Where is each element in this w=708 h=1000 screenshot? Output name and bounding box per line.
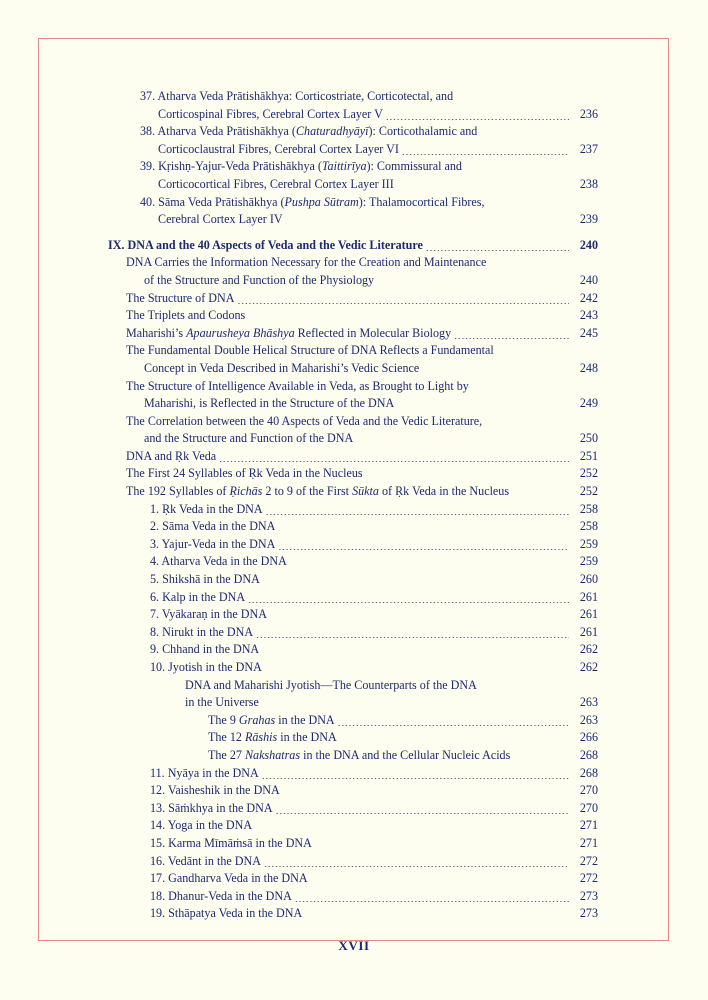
toc-leader-dots	[315, 849, 569, 850]
toc-entry[interactable]	[0, 729, 708, 747]
toc-page-number: 259	[579, 536, 598, 551]
toc-entry[interactable]	[0, 800, 708, 818]
toc-entry[interactable]	[0, 782, 708, 800]
toc-entry-label: The 9 Grahas in the DNA	[208, 712, 335, 727]
toc-entry-label: 37. Atharva Veda Prātishākhya: Corticostriate, Corticotectal, and	[140, 89, 454, 103]
toc-entry-label: The First 24 Syllables of Ṛk Veda in the Nucleus	[126, 466, 363, 481]
toc-entry-label: 11. Nyāya in the DNA	[150, 765, 259, 780]
toc-entry[interactable]	[0, 835, 708, 853]
toc-entry-label: 15. Karma Mīmāṁsā in the DNA	[150, 835, 312, 850]
toc-entry-label: 6. Kalp in the DNA	[150, 589, 246, 604]
toc-entry[interactable]	[0, 378, 708, 396]
toc-chapter-entry[interactable]	[0, 237, 708, 255]
toc-leader-dots	[262, 778, 569, 779]
toc-leader-dots	[338, 725, 569, 726]
toc-entry-label: 1. Ṛk Veda in the DNA	[150, 501, 263, 516]
toc-page-number: 273	[579, 888, 598, 903]
toc-entry[interactable]	[0, 765, 708, 783]
toc-entry[interactable]	[0, 659, 708, 677]
toc-entry[interactable]	[0, 254, 708, 272]
toc-entry[interactable]	[0, 176, 708, 194]
toc-leader-dots	[512, 497, 569, 498]
toc-entry-label: 14. Yoga in the DNA	[150, 818, 253, 833]
toc-entry-label: Maharishi’s Apaurusheya Bhāshya Reflected in Molecular Biology	[126, 325, 452, 340]
toc-leader-dots	[366, 479, 569, 480]
toc-leader-dots	[276, 813, 569, 814]
toc-leader-dots	[262, 655, 569, 656]
toc-page-number: 270	[579, 783, 598, 798]
toc-entry-label: 8. Nirukt in the DNA	[150, 624, 254, 639]
toc-entry[interactable]	[0, 290, 708, 308]
toc-entry[interactable]	[0, 641, 708, 659]
toc-entry-label: The Fundamental Double Helical Structure of DNA Reflects a Fundamental	[126, 343, 494, 358]
toc-entry-label: Cerebral Cortex Layer IV	[158, 212, 283, 227]
toc-page-number: 263	[579, 695, 598, 710]
toc-page-number: 270	[579, 800, 598, 815]
toc-leader-dots	[397, 409, 569, 410]
toc-entry-label: Corticoclaustral Fibres, Cerebral Cortex Layer VI	[158, 141, 399, 156]
toc-entry[interactable]	[0, 465, 708, 483]
toc-entry[interactable]	[0, 483, 708, 501]
toc-leader-dots	[278, 549, 569, 550]
toc-page-number: 272	[579, 853, 598, 868]
toc-entry-label: 16. Vedānt in the DNA	[150, 853, 261, 868]
toc-leader-dots	[278, 532, 569, 533]
toc-leader-dots	[422, 374, 569, 375]
toc-leader-dots	[286, 225, 569, 226]
toc-entry-label: 13. Sāṁkhya in the DNA	[150, 800, 273, 815]
toc-entry-label: 7. Vyākaraṇ in the DNA	[150, 607, 267, 622]
toc-leader-dots	[340, 743, 569, 744]
toc-entry-label: 17. Gandharva Veda in the DNA	[150, 871, 308, 886]
toc-leader-dots	[270, 620, 569, 621]
toc-leader-dots	[237, 303, 569, 304]
toc-entry-label: The 27 Nakshatras in the DNA and the Cellular Nucleic Acids	[208, 747, 511, 762]
toc-page-number: 245	[579, 325, 598, 340]
toc-entry[interactable]	[0, 413, 708, 431]
toc-entry-label: 18. Dhanur-Veda in the DNA	[150, 888, 292, 903]
toc-leader-dots	[295, 901, 569, 902]
toc-page-number: 268	[579, 765, 598, 780]
toc-page-number: 258	[579, 501, 598, 516]
toc-entry[interactable]	[0, 88, 708, 106]
toc-entry[interactable]	[0, 194, 708, 212]
toc-entry[interactable]	[0, 158, 708, 176]
toc-entry[interactable]	[0, 589, 708, 607]
toc-entry[interactable]	[0, 501, 708, 519]
toc-entry-label: The Correlation between the 40 Aspects of Veda and the Vedic Literature,	[126, 413, 483, 428]
toc-entry-label: The Structure of Intelligence Available in Veda, as Brought to Light by	[126, 378, 469, 393]
toc-entry[interactable]	[0, 888, 708, 906]
toc-entry-label: IX. DNA and the 40 Aspects of Veda and the Vedic Literature	[108, 237, 423, 252]
toc-entry-label: The Structure of DNA	[126, 290, 235, 305]
toc-entry-label: 40. Sāma Veda Prātishākhya (Pushpa Sūtram): Thalamocortical Fibres,	[140, 194, 485, 209]
toc-page-number: 258	[579, 519, 598, 534]
toc-entry[interactable]	[0, 123, 708, 141]
toc-leader-dots	[397, 190, 569, 191]
toc-entry[interactable]	[0, 395, 708, 413]
toc-entry[interactable]	[0, 606, 708, 624]
toc-entry[interactable]	[0, 360, 708, 378]
toc-entry-label: 12. Vaisheshik in the DNA	[150, 783, 280, 798]
toc-entry[interactable]	[0, 677, 708, 695]
toc-entry-label: 4. Atharva Veda in the DNA	[150, 554, 287, 569]
toc-page-number: 262	[579, 642, 598, 657]
toc-entry[interactable]	[0, 905, 708, 923]
toc-entry[interactable]	[0, 817, 708, 835]
toc-page-number: 261	[579, 624, 598, 639]
toc-entry[interactable]	[0, 571, 708, 589]
toc-page-number: 261	[579, 607, 598, 622]
toc-entry[interactable]	[0, 106, 708, 124]
toc-leader-dots	[248, 321, 569, 322]
toc-entry-label: 9. Chhand in the DNA	[150, 642, 260, 657]
toc-entry[interactable]	[0, 342, 708, 360]
toc-page-number: 262	[579, 660, 598, 674]
toc-leader-dots	[255, 831, 569, 832]
toc-leader-dots	[265, 673, 569, 674]
toc-entry-label: Maharishi, is Reflected in the Structure of the DNA	[144, 396, 395, 411]
toc-page-number: 237	[579, 141, 598, 156]
toc-page-number: 266	[579, 730, 598, 745]
toc-entry[interactable]	[0, 747, 708, 765]
table-of-contents-list	[0, 88, 708, 923]
toc-entry[interactable]	[0, 694, 708, 712]
toc-entry-label: The 192 Syllables of Ṛichās 2 to 9 of the First Sūkta of Ṛk Veda in the Nucleus	[126, 484, 510, 499]
toc-leader-dots	[402, 154, 569, 155]
toc-entry-label: 3. Yajur-Veda in the DNA	[150, 536, 276, 551]
toc-page-number: 261	[579, 589, 598, 604]
toc-page-number: 249	[579, 396, 598, 411]
toc-leader-dots	[266, 514, 569, 515]
toc-entry[interactable]	[0, 853, 708, 871]
toc-entry[interactable]	[0, 272, 708, 290]
toc-page-number: 236	[579, 106, 598, 121]
toc-entry-label: DNA Carries the Information Necessary for the Creation and Maintenance	[126, 255, 487, 270]
toc-page-number: 250	[579, 431, 598, 446]
toc-entry-label: 10. Jyotish in the DNA	[150, 660, 262, 674]
toc-entry-label: The Triplets and Codons	[126, 308, 246, 323]
toc-page-number: 240	[579, 272, 598, 287]
toc-page-number: 252	[579, 484, 598, 499]
toc-leader-dots	[262, 708, 569, 709]
toc-page-number: 260	[579, 572, 598, 587]
toc-page-number: 271	[579, 835, 598, 850]
toc-entry[interactable]	[0, 870, 708, 888]
toc-leader-dots	[283, 796, 569, 797]
toc-page-number: 243	[579, 308, 598, 323]
toc-entry[interactable]	[0, 553, 708, 571]
toc-leader-dots	[513, 761, 569, 762]
toc-entry-label: 38. Atharva Veda Prātishākhya (Chaturadhyāyī): Corticothalamic and	[140, 124, 478, 139]
toc-page-number: 273	[579, 906, 598, 921]
toc-entry[interactable]	[0, 624, 708, 642]
toc-leader-dots	[219, 461, 569, 462]
toc-entry-label: DNA and Maharishi Jyotish—The Counterparts of the DNA	[185, 677, 477, 692]
toc-page-number: 268	[579, 747, 598, 762]
toc-entry-label: 5. Shikshā in the DNA	[150, 572, 260, 587]
toc-page-number: 239	[579, 212, 598, 227]
toc-entry[interactable]	[0, 712, 708, 730]
toc-entry-label: DNA and Ṛk Veda	[126, 448, 217, 463]
toc-leader-dots	[264, 866, 569, 867]
toc-leader-dots	[386, 119, 569, 120]
toc-entry[interactable]	[0, 141, 708, 159]
toc-entry-label: of the Structure and Function of the Physiology	[144, 272, 375, 287]
toc-leader-dots	[256, 637, 569, 638]
toc-leader-dots	[311, 884, 569, 885]
toc-entry-label: Concept in Veda Described in Maharishi’s Vedic Science	[144, 360, 420, 375]
toc-page-number: 272	[579, 871, 598, 886]
toc-entry-label: in the Universe	[185, 695, 259, 710]
toc-page-number: 242	[579, 290, 598, 305]
toc-leader-dots	[263, 585, 569, 586]
page-folio-number: XVII	[338, 938, 370, 953]
toc-leader-dots	[290, 567, 569, 568]
toc-page-number: 240	[579, 237, 598, 252]
toc-leader-dots	[377, 286, 569, 287]
toc-leader-dots	[426, 250, 569, 251]
toc-page-number: 248	[579, 360, 598, 375]
toc-entry[interactable]	[0, 448, 708, 466]
toc-section-spacer	[0, 229, 708, 237]
toc-entry[interactable]	[0, 307, 708, 325]
toc-entry[interactable]	[0, 518, 708, 536]
toc-page-number: 259	[579, 554, 598, 569]
toc-entry[interactable]	[0, 325, 708, 343]
toc-leader-dots	[356, 444, 569, 445]
toc-entry-label: The 12 Rāshis in the DNA	[208, 730, 337, 745]
toc-entry-label: 39. Kṛishṇ-Yajur-Veda Prātishākhya (Taittirīya): Commissural and	[140, 159, 462, 174]
toc-entry[interactable]	[0, 211, 708, 229]
toc-entry-label: Corticospinal Fibres, Cerebral Cortex Layer V	[158, 106, 383, 121]
toc-entry-label: and the Structure and Function of the DNA	[144, 431, 354, 446]
toc-entry-label: Corticocortical Fibres, Cerebral Cortex Layer III	[158, 176, 394, 191]
toc-page-number: 238	[579, 176, 598, 191]
toc-page-number: 263	[579, 712, 598, 727]
toc-leader-dots	[248, 602, 569, 603]
toc-entry[interactable]	[0, 430, 708, 448]
toc-entry-label: 19. Sthāpatya Veda in the DNA	[150, 906, 303, 921]
toc-leader-dots	[454, 338, 569, 339]
toc-leader-dots	[305, 919, 569, 920]
toc-page-number: 271	[579, 818, 598, 833]
toc-entry[interactable]	[0, 536, 708, 554]
toc-page-number: 252	[579, 466, 598, 481]
toc-entry-label: 2. Sāma Veda in the DNA	[150, 519, 276, 534]
toc-page-number: 251	[579, 448, 598, 463]
